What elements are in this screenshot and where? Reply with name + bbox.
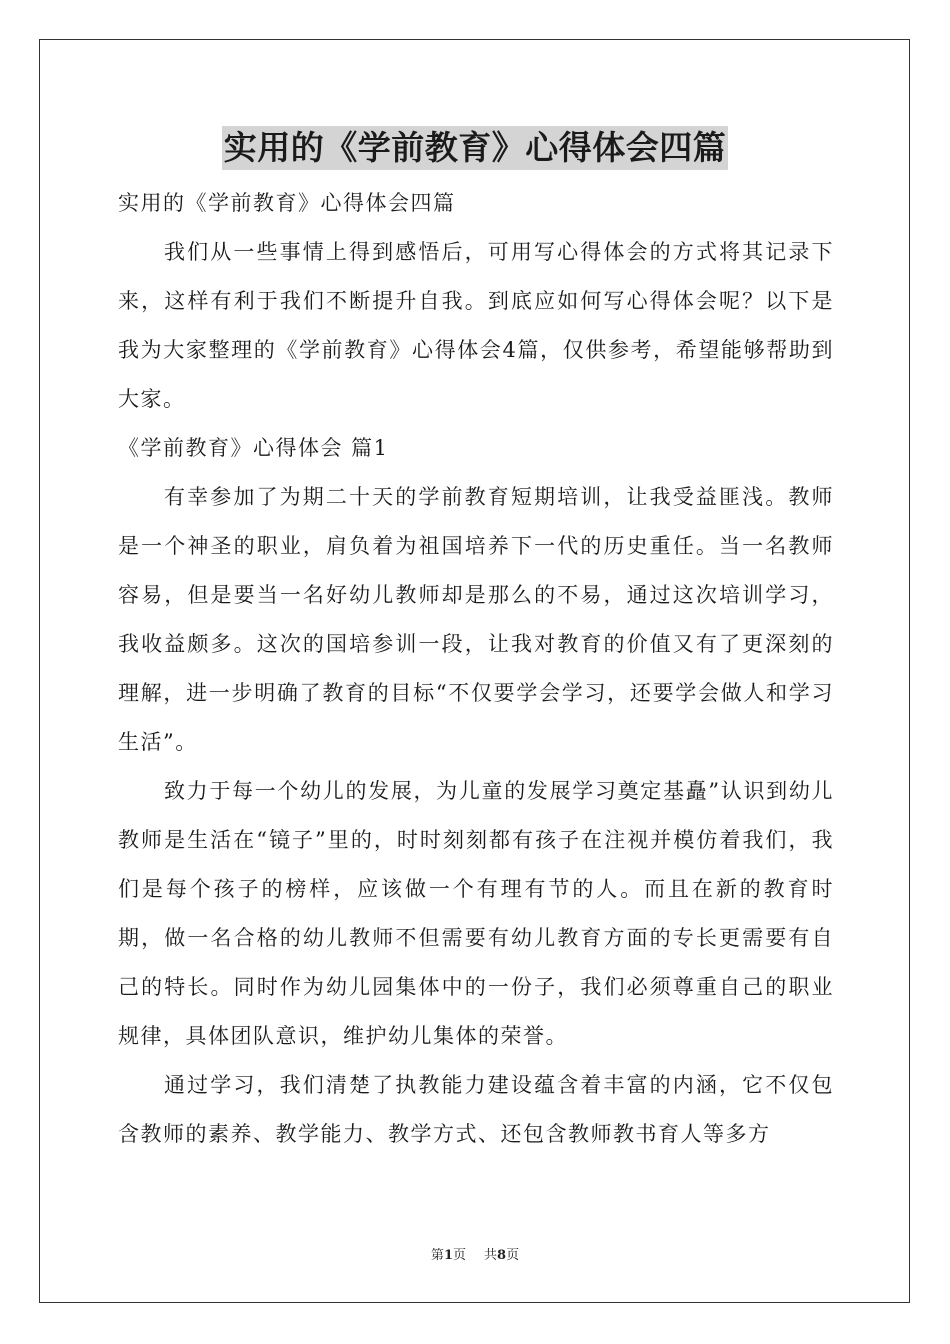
intro-paragraph: 我们从一些事情上得到感悟后，可用写心得体会的方式将其记录下来，这样有利于我们不断提升自我。到底应如何写心得体会呢？以下是我为大家整理的《学前教育》心得体会4篇，仅供参考，希望能够帮助到大家。 bbox=[118, 240, 834, 411]
page-suffix: 页 bbox=[452, 1248, 466, 1263]
document-title: 实用的《学前教育》心得体会四篇 bbox=[222, 126, 729, 170]
page-prefix: 第 bbox=[430, 1248, 444, 1263]
title-wrap bbox=[0, 126, 950, 170]
document-body bbox=[118, 179, 834, 1159]
body-paragraph-3: 通过学习，我们清楚了执教能力建设蕴含着丰富的内涵，它不仅包含教师的素养、教学能力、教学方式、还包含教师教书育人等多方 bbox=[118, 1073, 834, 1146]
page-total: 8 bbox=[497, 1248, 507, 1263]
section-heading: 《学前教育》心得体会 篇1 bbox=[118, 436, 389, 460]
body-paragraph-2: 致力于每一个幼儿的发展，为儿童的发展学习奠定基矗”认识到幼儿教师是生活在“镜子”里的，时时刻刻都有孩子在注视并模仿着我们，我们是每个孩子的榜样，应该做一个有理有节的人。而且在新的教育时期，做一名合格的幼儿教师不但需要有幼儿教育方面的专长更需要有自己的特长。同时作为幼儿园集体中的一份子，我们必须尊重自己的职业规律，具体团队意识，维护幼儿集体的荣誉。 bbox=[118, 779, 834, 1048]
page-current: 1 bbox=[443, 1248, 453, 1263]
page-footer bbox=[0, 1246, 950, 1266]
body-paragraph-1: 有幸参加了为期二十天的学前教育短期培训，让我受益匪浅。教师是一个神圣的职业，肩负着为祖国培养下一代的历史重任。当一名教师容易，但是要当一名好幼儿教师却是那么的不易，通过这次培训学习，我收益颇多。这次的国培参训一段，让我对教育的价值又有了更深刻的理解，进一步明确了教育的目标“不仅要学会学习，还要学会做人和学习生活”。 bbox=[118, 485, 834, 754]
total-suffix: 页 bbox=[506, 1248, 520, 1263]
total-prefix: 共 bbox=[484, 1248, 498, 1263]
document-subtitle: 实用的《学前教育》心得体会四篇 bbox=[118, 191, 456, 215]
